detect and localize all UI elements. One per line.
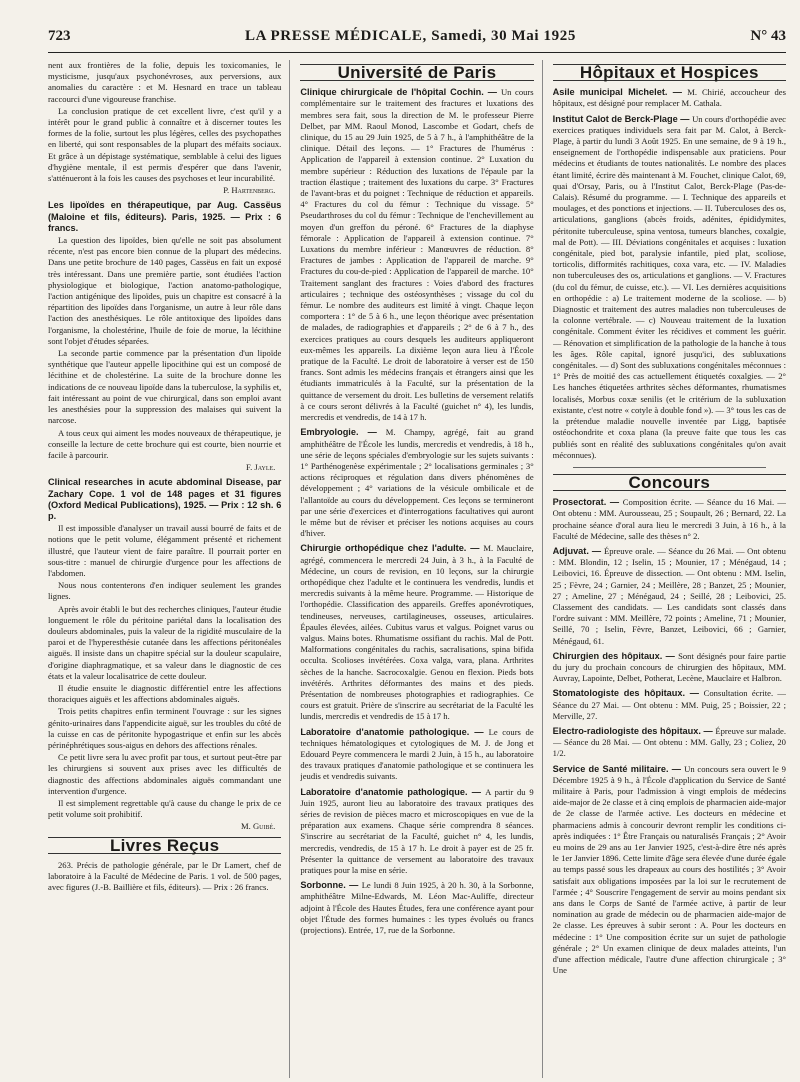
- item-body: Épreuve sur malade. — Séance du 28 Mai. — Ont obtenu : MM. Gally, 23 ; Coliez, 20 1/2.: [552, 725, 786, 759]
- news-item: [300, 787, 533, 877]
- concours-item: [553, 764, 786, 977]
- item-heading: Laboratoire d'anatomie pathologique. —: [300, 726, 489, 737]
- item-heading: Sorbonne. —: [300, 880, 362, 891]
- paragraph: Il est impossible d'analyser un travail aussi bourré de faits et de notions que le petit volume, élégamment présenté et richement illustré, que l'auteur vient de faire paraître. Il pourrait porter en sous-titre : manuel de chirurgie d'urgence pour les affections de l'abdomen.: [48, 523, 282, 578]
- paragraph: nent aux frontières de la folie, depuis les toxicomanies, le mysticisme, jusqu'aux psychonévroses, aux perversions, aux anomalies du caractère : et M. Hesnard en trace un tableau raccourci d'une vigoureuse franchise.: [48, 60, 282, 104]
- news-item: [300, 727, 533, 783]
- concours-item: [553, 688, 786, 722]
- item-body: M. Champy, agrégé, fait au grand amphithéâtre de l'École les lundis, mercredis et vendredis, à 18 h., une série de leçons spéciales d'embryologie sur les sujets suivants : 1° Parthénogenèse expérimentale ; 2° localisations germinales ; 3° actions réciproques et régulation dans divers phénomènes de développement ; 4° variations de la vésicule ombilicale et de l'allantoïde au cours du développement. Ces leçons se termineront par une série d'exercices et d'interrogations facultatives qui auront le même but de réviser et préciser les notions acquises au cours d'hiver.: [300, 427, 534, 539]
- item-heading: Adjuvat. —: [552, 545, 605, 556]
- page-header: [48, 22, 786, 50]
- item-heading: Asile municipal Michelet. —: [552, 87, 688, 98]
- item-body: Composition écrite. — Séance du 16 Mai. — Ont obtenu : MM. Aurousseau, 25 ; Soupault, 26 ; Bernard, 22. La prochaine séance d'oral aura lieu le mercredi 3 Juin, à 16 h., à la Faculté de Médecine, salle des thèses n° 2.: [552, 497, 786, 541]
- paragraph: Nous nous contenterons d'en indiquer seulement les grandes lignes.: [48, 580, 282, 602]
- paragraph: Trois petits chapitres enfin terminent l'ouvrage : sur les signes génito-urinaires dans l'appendicite aiguë, sur les troubles du côté de la cuisse en cas de péritonite hypogastrique et enfin sur les abcès périnéphrétiques sous-aigus en dehors des affections rénales.: [48, 706, 282, 750]
- item-heading: Stomatologiste des hôpitaux. —: [552, 688, 704, 699]
- page-number: 723: [48, 27, 71, 44]
- paragraph: Il étudie ensuite le diagnostic différentiel entre les affections thoraciques aiguës et les affections abdominales aiguës.: [48, 682, 282, 705]
- paragraph: Après avoir établi le but des recherches cliniques, l'auteur étudie longuement le rôle du péritoine pariétal dans la localisation des douleurs abdominales, puis la valeur de la rigidité musculaire de la paroi et de l'hyperesthésie cutanée dans les affections péritonéales aiguës. Il insiste dans un chapitre spécial sur la douleur scapulaire, d'origine diaphragmatique, et sa valeur dans le diagnostic de ces états et la valeur localisatrice de cette douleur.: [48, 603, 282, 681]
- paragraph: Il est simplement regrettable qu'à cause du change le prix de ce petit volume soit prohibitif.: [48, 798, 282, 820]
- paragraph: La seconde partie commence par la présentation d'un lipoïde synthétique que l'auteur appelle lipocithine qui est un composé de lécithine et de cholestérine. La suite de la brochure donne les indications de ce nouveau lipoïde dans la tuberculose, la syphilis et, fait intéressant au point de vue chirurgical, dans son emploi avant les anesthésies pour la suppression des malaises qui suivent la narcose.: [48, 348, 282, 426]
- news-item: [300, 427, 533, 539]
- right-column: [553, 60, 786, 1078]
- signature: M. Guibé.: [241, 821, 276, 832]
- item-heading: Prosectorat. —: [552, 497, 623, 508]
- paragraph: Ce petit livre sera lu avec profit par tous, et surtout peut-être par les chirurgiens si souvent aux prises avec les difficultés de diagnostic des affections abdominales aiguës commandant une intervention d'urgence.: [48, 752, 282, 796]
- item-body: Épreuve orale. — Séance du 26 Mai. — Ont obtenu : MM. Blondin, 12 ; Iselin, 15 ; Mounier, 17 ; Ménégaud, 14 ; Leibovici, 16. Épreuve de dissection. — Ont obtenu : MM. Iselin, 25 ; Fèvre, 24 ; Garnier, 24 ; Meillère, 28 ; Banzet, 25 ; Mounier, 27 ; Ameline, 27 ; Ménégaud, 24 ; Seillé, 28 ; Leibovici, 25. Classement des candidats. — Les candidats sont classés dans l'ordre suivant : MM. Meillère, 72 points ; Ameline, 71 ; Mounier, Seillé, 70 ; Iselin, Fèvre, Banzet, Leibovici, 66 ; Garnier, Ménégaud, 61.: [552, 545, 786, 646]
- signature: F. Jayle.: [246, 462, 276, 473]
- item-body: Un cours complémentaire sur le traitement des fractures et luxations des membres sera fait, sous la direction de M. le professeur Pierre Delbet, par MM. Raoul Monod, Lascombe et Godart, chefs de clinique, du 15 au 29 Juin 1925, de 5 à 7 h., à l'amphithéâtre de la clinique. Détail des leçons. — 1° Fractures de l'humérus : Application de l'appareil à extension continue. 2° Luxation du membre supérieur : Réduction des luxations de l'épaule par la traction élastique ; traitement des luxations du carpe. 3° Fractures de l'avant-bras et du poignet : Technique de réduction et appareils. 4° Fractures du col du fémur : Technique du vissage. 5° Pseudarthroses du col du fémur : Technique de l'enchevillement au moyen d'un greffon du péroné. 6° Fractures de la diaphyse fémorale : Application de l'appareil à extension continue. 7° Luxations du membre inférieur : Manœuvres de réduction. 8° Fractures de jambes : Application de l'appareil de marche. 9° Fractures du cou-de-pied : Application de l'appareil de marche. 10° Traitement sanglant des fractures : Voies d'abord des fractures articulaires ; technique des ostéosynthèses ; vissage du col du fémur. Le nombre des auditeurs est limité à vingt. Chaque leçon comportera : 1° de 5 à 6 h., une leçon théorique avec présentation de malades, de radiographies et d'appareils ; 2° de 6 à 7 h., des exercices pratiques au cours desquels les auditeurs appliqueront eux-mêmes les appareils. La dixième leçon aura lieu à l'École pratique de la Faculté. Le droit de laboratoire à verser est de 150 francs. Sont admis les médecins français et étrangers ainsi que les étudiants immatriculés à la Faculté, sur la présentation de la quittance de versement du droit. Les bulletins de versement relatifs à ce cours seront délivrés à la Faculté (guichet n° 4), les lundis, mercredis et vendredis, de 14 à 17 h.: [300, 87, 534, 423]
- item-heading: Laboratoire d'anatomie pathologique. —: [300, 786, 486, 797]
- item-body: Le cours de techniques hématologiques et cytologiques de M. J. de Jong et Edouard Peyre commencera le mardi 2 Juin, à 15 h., au laboratoire des travaux pratiques d'anatomie pathologique et se continuera les jeudis et vendredis suivants.: [300, 726, 534, 782]
- item-body: A partir du 9 Juin 1925, auront lieu au laboratoire des travaux pratiques des séries de revision de pièces macro et microscopiques en vue de la préparation aux examens. Chaque série comprendra 8 séances. S'inscrire au secrétariat de la Faculté, guichet n° 4, les lundis, mercredis, vendredis, de 15 à 17 h. Le droit à payer est de 25 fr. Présenter la quittance de versement au laboratoire des travaux pratiques pour la mise en série.: [300, 786, 534, 876]
- paragraph: A tous ceux qui aiment les modes nouveaux de thérapeutique, je conseille la lecture de cette brochure qui est courte, bien nourrie et facile à parcourir.: [48, 427, 282, 460]
- section-title-universite: Université de Paris: [300, 64, 533, 81]
- news-item: [553, 87, 786, 109]
- item-body: Un concours sera ouvert le 9 Décembre 1925 à 9 h., à l'École d'application du Service de Santé militaire à Paris, pour l'admission à vingt emplois de médecins aide-major de 2e classe et à cinq emplois de pharmacien aide-major de 2e classe de l'armée active. Les docteurs en médecine et pharmaciens admis à concourir devront remplir les conditions ci-après indiquées : 1° Être Français ou naturalisés Français ; 2° Avoir eu moins de 29 ans au 1er Janvier 1925, c'est-à-dire être nés après le 1er Janvier 1896. Cette limite d'âge sera élevée d'une durée égale au temps passé sous les drapeaux au cours des hostilités ; 3° Avoir satisfait aux obligations imposées par la loi sur le recrutement de l'armée ; 4° Souscrire l'engagement de servir au moins pendant six ans dans le Corps de Santé de l'armée active, à partir de leur nomination au grade de médecin ou de pharmacien aide-major de 2e classe. Les épreuves à subir seront : A. Pour les docteurs en médecine : 1° Une composition écrite sur un sujet de pathologie générale ; 2° Un examen clinique de deux malades atteints, l'un d'une affection médicale, l'autre d'une affection chirurgicale ; 3° Une: [552, 763, 786, 976]
- concours-item: [553, 651, 786, 685]
- news-item: [553, 114, 786, 461]
- item-body: Un cours d'orthopédie avec exercices pratiques individuels sera fait par M. Calot, à Berck-Plage, à partir du lundi 3 Août 1925. En une semaine, de 9 à 19 h., enseignement de l'orthopédie indispensable aux praticiens. Pour médecins et étudiants de toutes nationalités. Le nombre des places étant limité, écrire dès maintenant à M. Fouchet, clinique Calot, 69, quai d'Orsay, Paris, ou à l'Institut Calot, Berck-Plage (Pas-de-Calais). Résumé du programme. — I. Technique des appareils et moulages, et des ponctions et injections. — II. Tuberculoses des os, articulations, ganglions (abcès froids, adénites, épididymites, péritonite tuberculeuse, spina ventosa, tumeurs blanches, coxalgie, mal de Pott). — III. Déviations congénitales et acquises : luxation congénitale, pied bot, paralysie infantile, pied plat, scoliose, torticolis, difformités rachitiques, coxa vara, etc. — IV. Maladies non tuberculeuses des os, articulations et ganglions. — V. Fractures (du col du fémur, de cuisse, etc.). — VI. Les dernières acquisitions en orthopédie : a) Le traitement moderne de la scoliose. — b) Diagnostic et traitement des autres maladies non tuberculeuses de la colonne vertébrale. — c) Nouveau traitement de la luxation congénitale. Comment éviter les récidives et comment les guérir. — Rénovation et simplification de la pathologie de la hanche à tous les âges. Rôle capital, ignoré jusqu'ici, des subluxations congénitales. — d) Sont des subluxations congénitales méconnues : 1° Près de moitié des cas actuellement étiquetés coxalgies. — 2° Les hanches étiquetées arthrites sèches déformantes, rhumatismes localisés, Morbus coxæ senilis (et le critérium de la subluxation existante, c'est notre « cotyle à double fond »). — 3° tous les cas de la prétendue maladie nouvelle inventée par Ligg, baptisée ostéochondrite et coxa plana (la preuve faite que tous les cas publiés sont en réalité des subluxations congénitales qu'on avait méconnues).: [552, 113, 786, 460]
- item-body: Consultation écrite. — Séance du 27 Mai. — Ont obtenu : MM. Puig, 25 ; Boissier, 22 ; Merville, 27.: [552, 688, 786, 721]
- section-title-livres: Livres Reçus: [48, 837, 281, 854]
- section-title-concours: Concours: [553, 474, 786, 491]
- item-body: M. Mauclaire, agrégé, commencera le mercredi 24 Juin, à 3 h., à la Faculté de Médecine, un cours de revision, en 10 leçons, sur la chirurgie orthopédique chez l'adulte et le continuera les vendredis, lundis et mercredis suivants à la même heure. Programme. — Historique de l'orthopédie. Classification des appareils. Greffes aponévrotiques, tendineuses, nerveuses, cartilagineuses, osseuses, articulaires. Épaules élevées, ailées. Cubitus varus et valgus. Poignet varus ou valgus. Mains botes. Rhumatisme ossifiant du rachis. Mal de Pott. Malformations congénitales du rachis, sacralisations, spina bifida occulta. Scolioses invétérées. Coxa valga, vara, plana. Arthrites sèches de la hanche. Sacrocoxalgie. Genou en flexion. Pieds bots invétérés. Arthrites déformantes des mains et des pieds. Présentation de nombreuses photographies et radiographies. Ce cours est gratuit. Prière de s'inscrire au secrétariat de la Faculté les lundis, mercredis et vendredis de 15 à 17 h.: [300, 543, 534, 722]
- header-rule: [48, 52, 786, 53]
- item-heading: Clinique chirurgicale de l'hôpital Cochin. —: [300, 87, 501, 98]
- item-heading: Chirurgien des hôpitaux. —: [552, 650, 679, 661]
- section-title-hopitaux: Hôpitaux et Hospices: [553, 64, 786, 81]
- concours-item: [553, 546, 786, 647]
- item-body: M. Chirié, accoucheur des hôpitaux, est désigné pour remplacer M. Cathala.: [552, 87, 786, 109]
- concours-item: [553, 497, 786, 542]
- issue-number: N° 43: [750, 27, 786, 44]
- news-item: [300, 87, 533, 423]
- paragraph: La conclusion pratique de cet excellent livre, c'est qu'il y a intérêt pour le grand public à connaître et à discerner toutes les formes de la folie, surtout les plus légères, celles des psychopathes en liberté, qui sont responsables de la plupart des méfaits sociaux. Et grâce à un dépistage systématique, semblable à celui des ligues d'hygiène mentale, il est permis d'espérer que dans l'avenir, s'atténueront à la fois les causes des psychoses et leur incurabilité.: [48, 105, 282, 184]
- journal-title: LA PRESSE MÉDICALE, Samedi, 30 Mai 1925: [244, 27, 576, 44]
- item-heading: Electro-radiologiste des hôpitaux. —: [552, 725, 716, 736]
- divider: [573, 467, 766, 468]
- news-item: [300, 880, 533, 936]
- paragraph: La question des lipoïdes, bien qu'elle ne soit pas absolument récente, n'est pas encore bien connue de la plupart des médecins. Dans une petite brochure de 140 pages, Cassëus en fait un exposé très intéressant. Dans une première partie, sont étudiées l'action physiologique et biologique, l'action anatomo-pathologique, l'action antigénique des lipoïdes, puis un chapitre est consacré à la répartition des lipoïdes dans l'organisme, un autre à leur rôle dans l'action des anesthésiques. Le rôle antitoxique des lipoïdes dans l'organisme, la cholestérine, l'huile de foie de morue, la lécithine sont l'objet d'études séparées.: [48, 235, 282, 346]
- left-column: [48, 60, 290, 1078]
- middle-column: [300, 60, 542, 1078]
- item-heading: Institut Calot de Berck-Plage —: [552, 113, 693, 124]
- item-heading: Service de Santé militaire. —: [552, 763, 685, 774]
- concours-item: [553, 726, 786, 760]
- item-body: Sont désignés pour faire partie du jury du prochain concours de chirurgien des hôpitaux, MM. Auvray, Lapointe, Delbet, Potherat, Lecène, Mauclaire et Halbron.: [552, 650, 786, 684]
- book-entry: 263. Précis de pathologie générale, par le Dr Lamert, chef de laboratoire à la Faculté de Médecine de Paris. 1 vol. de 500 pages, avec figures (J.-B. Baillière et fils, éditeurs). — Prix : 26 francs.: [48, 859, 282, 893]
- item-heading: Embryologie. —: [300, 427, 386, 438]
- columns: [48, 60, 786, 1078]
- item-body: Le lundi 8 Juin 1925, à 20 h. 30, à la Sorbonne, amphithéâtre Milne-Edwards, M. Léon Mac-Auliffe, directeur adjoint à l'École des Hautes Études, fera une conférence ayant pour objet l'Étude des formes humaines : les types évolués ou francs (projections). Entrée, 17, rue de la Sorbonne.: [300, 880, 534, 936]
- item-heading: Chirurgie orthopédique chez l'adulte. —: [300, 543, 484, 554]
- review-title: Les lipoïdes en thérapeutique, par Aug. Cassëus (Maloine et fils, éditeurs). Paris, 1925. — Prix : 6 francs.: [48, 200, 282, 233]
- signature: P. Hartenberg.: [223, 185, 276, 196]
- review-title: Clinical researches in acute abdominal Disease, par Zachary Cope. 1 vol de 148 pages et 31 figures (Oxford Medical Publications), 1925. — Prix : 12 sh. 6 p.: [48, 477, 282, 521]
- news-item: [300, 543, 533, 722]
